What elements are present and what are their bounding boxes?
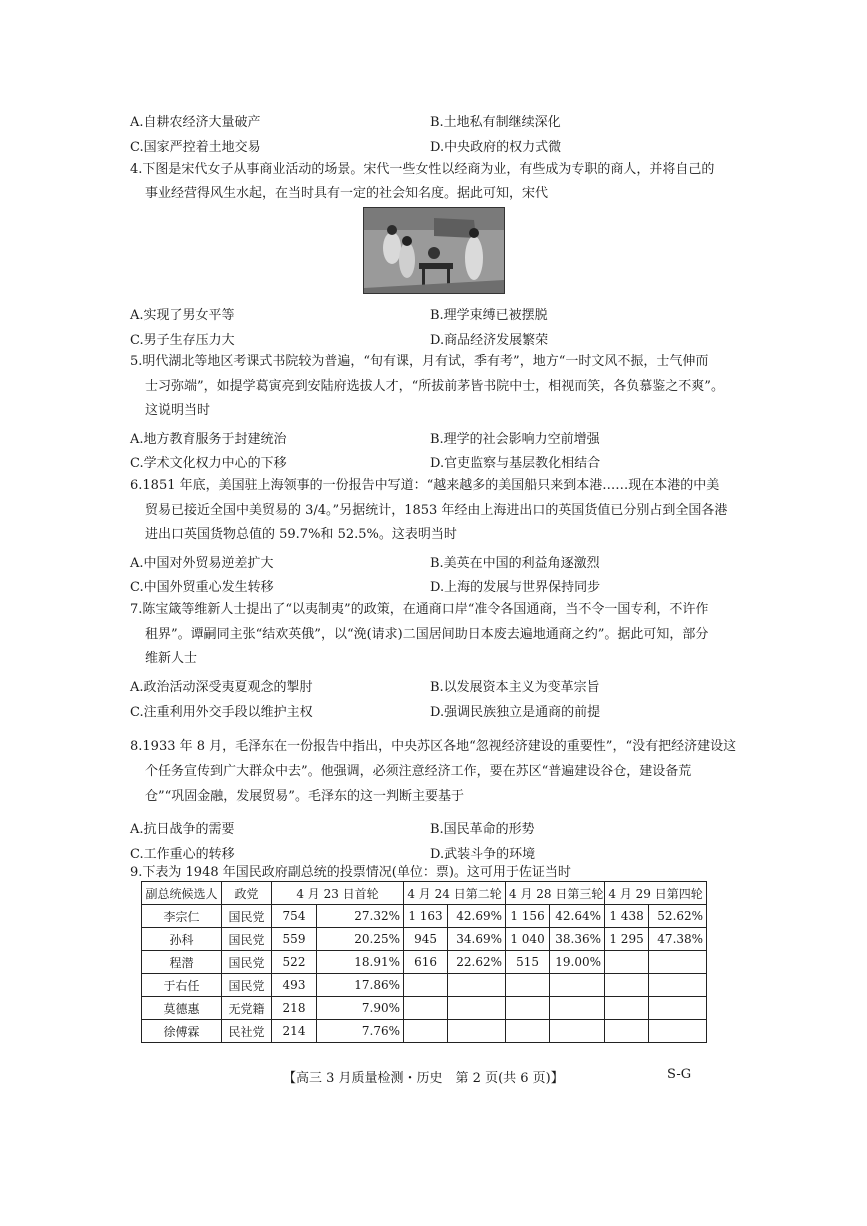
q5-options-row-2 <box>130 452 740 470</box>
votes-round-2: 616 <box>404 951 448 974</box>
pct-round-2: 42.69% <box>448 905 506 928</box>
votes-round-4 <box>605 997 649 1020</box>
q8-stem-line-2: 个任务宣传到广大群众中去”。他强调，必须注意经济工作，要在苏区“普遍建设谷仓，建设备荒 <box>145 764 692 779</box>
q8-options-row-2 <box>130 843 740 861</box>
pct-round-3: 38.36% <box>550 928 605 951</box>
q8-option-c: C.工作重心的转移 <box>130 847 235 862</box>
pct-round-3 <box>550 974 605 997</box>
pct-round-3 <box>550 1020 605 1043</box>
header-round-2: 4 月 24 日第二轮 <box>404 882 506 905</box>
pct-round-2: 34.69% <box>448 928 506 951</box>
votes-round-2 <box>404 997 448 1020</box>
q8-option-a: A.抗日战争的需要 <box>130 822 235 837</box>
pct-round-4 <box>649 997 707 1020</box>
pct-round-4: 52.62% <box>649 905 707 928</box>
votes-round-1: 218 <box>272 997 317 1020</box>
vote-table-header-row <box>142 882 707 905</box>
q3-options-row-1 <box>130 111 740 129</box>
page-footer: 【高三 3 月质量检测・历史 第 2 页(共 6 页)】 <box>283 1071 564 1086</box>
table-row <box>142 997 707 1020</box>
votes-round-1: 559 <box>272 928 317 951</box>
q4-option-c: C.男子生存压力大 <box>130 333 235 348</box>
party: 国民党 <box>222 974 272 997</box>
q4-option-a: A.实现了男女平等 <box>130 308 235 323</box>
pct-round-4 <box>649 1020 707 1043</box>
q5-stem-line-2: 士习弥端”，如提学葛寅亮到安陆府选拔人才，“所拔前茅皆书院中士，相视而笑，各负慕鉴之不爽”。 <box>145 379 724 394</box>
pct-round-2: 22.62% <box>448 951 506 974</box>
q3-option-a: A.自耕农经济大量破产 <box>130 115 261 130</box>
vote-table <box>141 881 707 1043</box>
pct-round-4 <box>649 951 707 974</box>
q7-stem-line-2: 租界”。谭嗣同主张“结欢英俄”，以“浼(请求)二国居间助日本废去遍地通商之约”。据此可知，部分 <box>145 627 709 642</box>
votes-round-4: 1 438 <box>605 905 649 928</box>
pct-round-1: 27.32% <box>317 905 404 928</box>
candidate-name: 于右任 <box>142 974 222 997</box>
pct-round-3: 19.00% <box>550 951 605 974</box>
paper-code: S-G <box>667 1067 692 1082</box>
party: 国民党 <box>222 905 272 928</box>
q8-stem-line-1: 8.1933 年 8 月，毛泽东在一份报告中指出，中央苏区各地“忽视经济建设的重要性”，“没有把经济建设这 <box>130 739 737 754</box>
pct-round-3 <box>550 997 605 1020</box>
table-row <box>142 974 707 997</box>
q6-stem-line-1: 6.1851 年底，美国驻上海领事的一份报告中写道：“越来越多的美国船只来到本港……现在本港的中美 <box>130 478 720 493</box>
votes-round-2: 1 163 <box>404 905 448 928</box>
pct-round-4: 47.38% <box>649 928 707 951</box>
candidate-name: 孙科 <box>142 928 222 951</box>
pct-round-1: 18.91% <box>317 951 404 974</box>
votes-round-2: 945 <box>404 928 448 951</box>
q5-option-a: A.地方教育服务于封建统治 <box>130 432 287 447</box>
votes-round-3 <box>506 997 550 1020</box>
candidate-name: 李宗仁 <box>142 905 222 928</box>
table-row <box>142 1020 707 1043</box>
votes-round-3 <box>506 1020 550 1043</box>
votes-round-4 <box>605 1020 649 1043</box>
q6-options-row-2 <box>130 576 740 594</box>
pct-round-1: 7.76% <box>317 1020 404 1043</box>
q7-stem-line-1: 7.陈宝箴等维新人士提出了“以夷制夷”的政策，在通商口岸“准令各国通商，当不令一国专利，不许作 <box>130 602 709 617</box>
q6-option-a: A.中国对外贸易逆差扩大 <box>130 556 274 571</box>
q6-option-c: C.中国外贸重心发生转移 <box>130 580 274 595</box>
q3-options-row-2 <box>130 136 740 154</box>
q9-stem-line-1: 9.下表为 1948 年国民政府副总统的投票情况(单位：票)。这可用于佐证当时 <box>130 865 571 880</box>
q5-options-row-1 <box>130 428 740 446</box>
q6-option-b: B.美英在中国的利益角逐激烈 <box>430 556 600 571</box>
q4-options-row-2 <box>130 329 740 347</box>
party: 国民党 <box>222 928 272 951</box>
table-row <box>142 928 707 951</box>
q4-stem-line-2: 事业经营得风生水起，在当时具有一定的社会知名度。据此可知，宋代 <box>145 186 549 201</box>
q3-option-b: B.土地私有制继续深化 <box>430 115 561 130</box>
candidate-name: 徐傅霖 <box>142 1020 222 1043</box>
q6-options-row-1 <box>130 552 740 570</box>
votes-round-3: 1 156 <box>506 905 550 928</box>
votes-round-1: 522 <box>272 951 317 974</box>
song-dynasty-women-commerce-illustration <box>363 207 505 294</box>
q6-option-d: D.上海的发展与世界保持同步 <box>430 580 601 595</box>
votes-round-2 <box>404 974 448 997</box>
q3-option-c: C.国家严控着土地交易 <box>130 140 261 155</box>
q4-stem-line-1: 4.下图是宋代女子从事商业活动的场景。宋代一些女性以经商为业，有些成为专职的商人，并将自己的 <box>130 162 715 177</box>
header-round-3: 4 月 28 日第三轮 <box>506 882 605 905</box>
party: 民社党 <box>222 1020 272 1043</box>
q7-option-b: B.以发展资本主义为变革宗旨 <box>430 680 600 695</box>
header-candidate: 副总统候选人 <box>142 882 222 905</box>
pct-round-2 <box>448 997 506 1020</box>
q5-option-c: C.学术文化权力中心的下移 <box>130 456 287 471</box>
q7-option-c: C.注重利用外交手段以维护主权 <box>130 705 313 720</box>
header-party: 政党 <box>222 882 272 905</box>
q4-option-b: B.理学束缚已被摆脱 <box>430 308 548 323</box>
pct-round-1: 17.86% <box>317 974 404 997</box>
votes-round-3: 515 <box>506 951 550 974</box>
votes-round-1: 214 <box>272 1020 317 1043</box>
candidate-name: 莫德惠 <box>142 997 222 1020</box>
party: 无党籍 <box>222 997 272 1020</box>
votes-round-3 <box>506 974 550 997</box>
pct-round-3: 42.64% <box>550 905 605 928</box>
votes-round-4: 1 295 <box>605 928 649 951</box>
q3-option-d: D.中央政府的权力式微 <box>430 140 562 155</box>
q8-option-b: B.国民革命的形势 <box>430 822 535 837</box>
votes-round-3: 1 040 <box>506 928 550 951</box>
q6-stem-line-2: 贸易已接近全国中美贸易的 3/4。”另据统计，1853 年经由上海进出口的英国货值已分别占到全国各港 <box>145 503 728 518</box>
pct-round-1: 7.90% <box>317 997 404 1020</box>
pct-round-2 <box>448 1020 506 1043</box>
q5-stem-line-1: 5.明代湖北等地区考课式书院较为普遍，“旬有课，月有试，季有考”，地方“一时文风不振，士气伸而 <box>130 354 709 369</box>
q7-option-a: A.政治活动深受夷夏观念的掣肘 <box>130 680 313 695</box>
q8-options-row-1 <box>130 818 740 836</box>
votes-round-1: 493 <box>272 974 317 997</box>
q8-option-d: D.武装斗争的环境 <box>430 847 536 862</box>
q7-options-row-2 <box>130 701 740 719</box>
q5-stem-line-3: 这说明当时 <box>145 403 211 418</box>
votes-round-4 <box>605 974 649 997</box>
pct-round-4 <box>649 974 707 997</box>
q6-stem-line-3: 进出口英国货物总值的 59.7%和 52.5%。这表明当时 <box>145 527 457 542</box>
candidate-name: 程潜 <box>142 951 222 974</box>
q4-option-d: D.商品经济发展繁荣 <box>430 333 549 348</box>
pct-round-2 <box>448 974 506 997</box>
votes-round-2 <box>404 1020 448 1043</box>
q7-stem-line-3: 维新人士 <box>145 651 198 666</box>
q5-option-b: B.理学的社会影响力空前增强 <box>430 432 600 447</box>
q7-option-d: D.强调民族独立是通商的前提 <box>430 705 601 720</box>
q5-option-d: D.官吏监察与基层教化相结合 <box>430 456 601 471</box>
header-round-4: 4 月 29 日第四轮 <box>605 882 707 905</box>
votes-round-4 <box>605 951 649 974</box>
q4-options-row-1 <box>130 304 740 322</box>
table-row <box>142 951 707 974</box>
votes-round-1: 754 <box>272 905 317 928</box>
table-row <box>142 905 707 928</box>
pct-round-1: 20.25% <box>317 928 404 951</box>
q8-stem-line-3: 仓”“巩固金融，发展贸易”。毛泽东的这一判断主要基于 <box>145 789 464 804</box>
party: 国民党 <box>222 951 272 974</box>
q7-options-row-1 <box>130 676 740 694</box>
header-round-1: 4 月 23 日首轮 <box>272 882 404 905</box>
